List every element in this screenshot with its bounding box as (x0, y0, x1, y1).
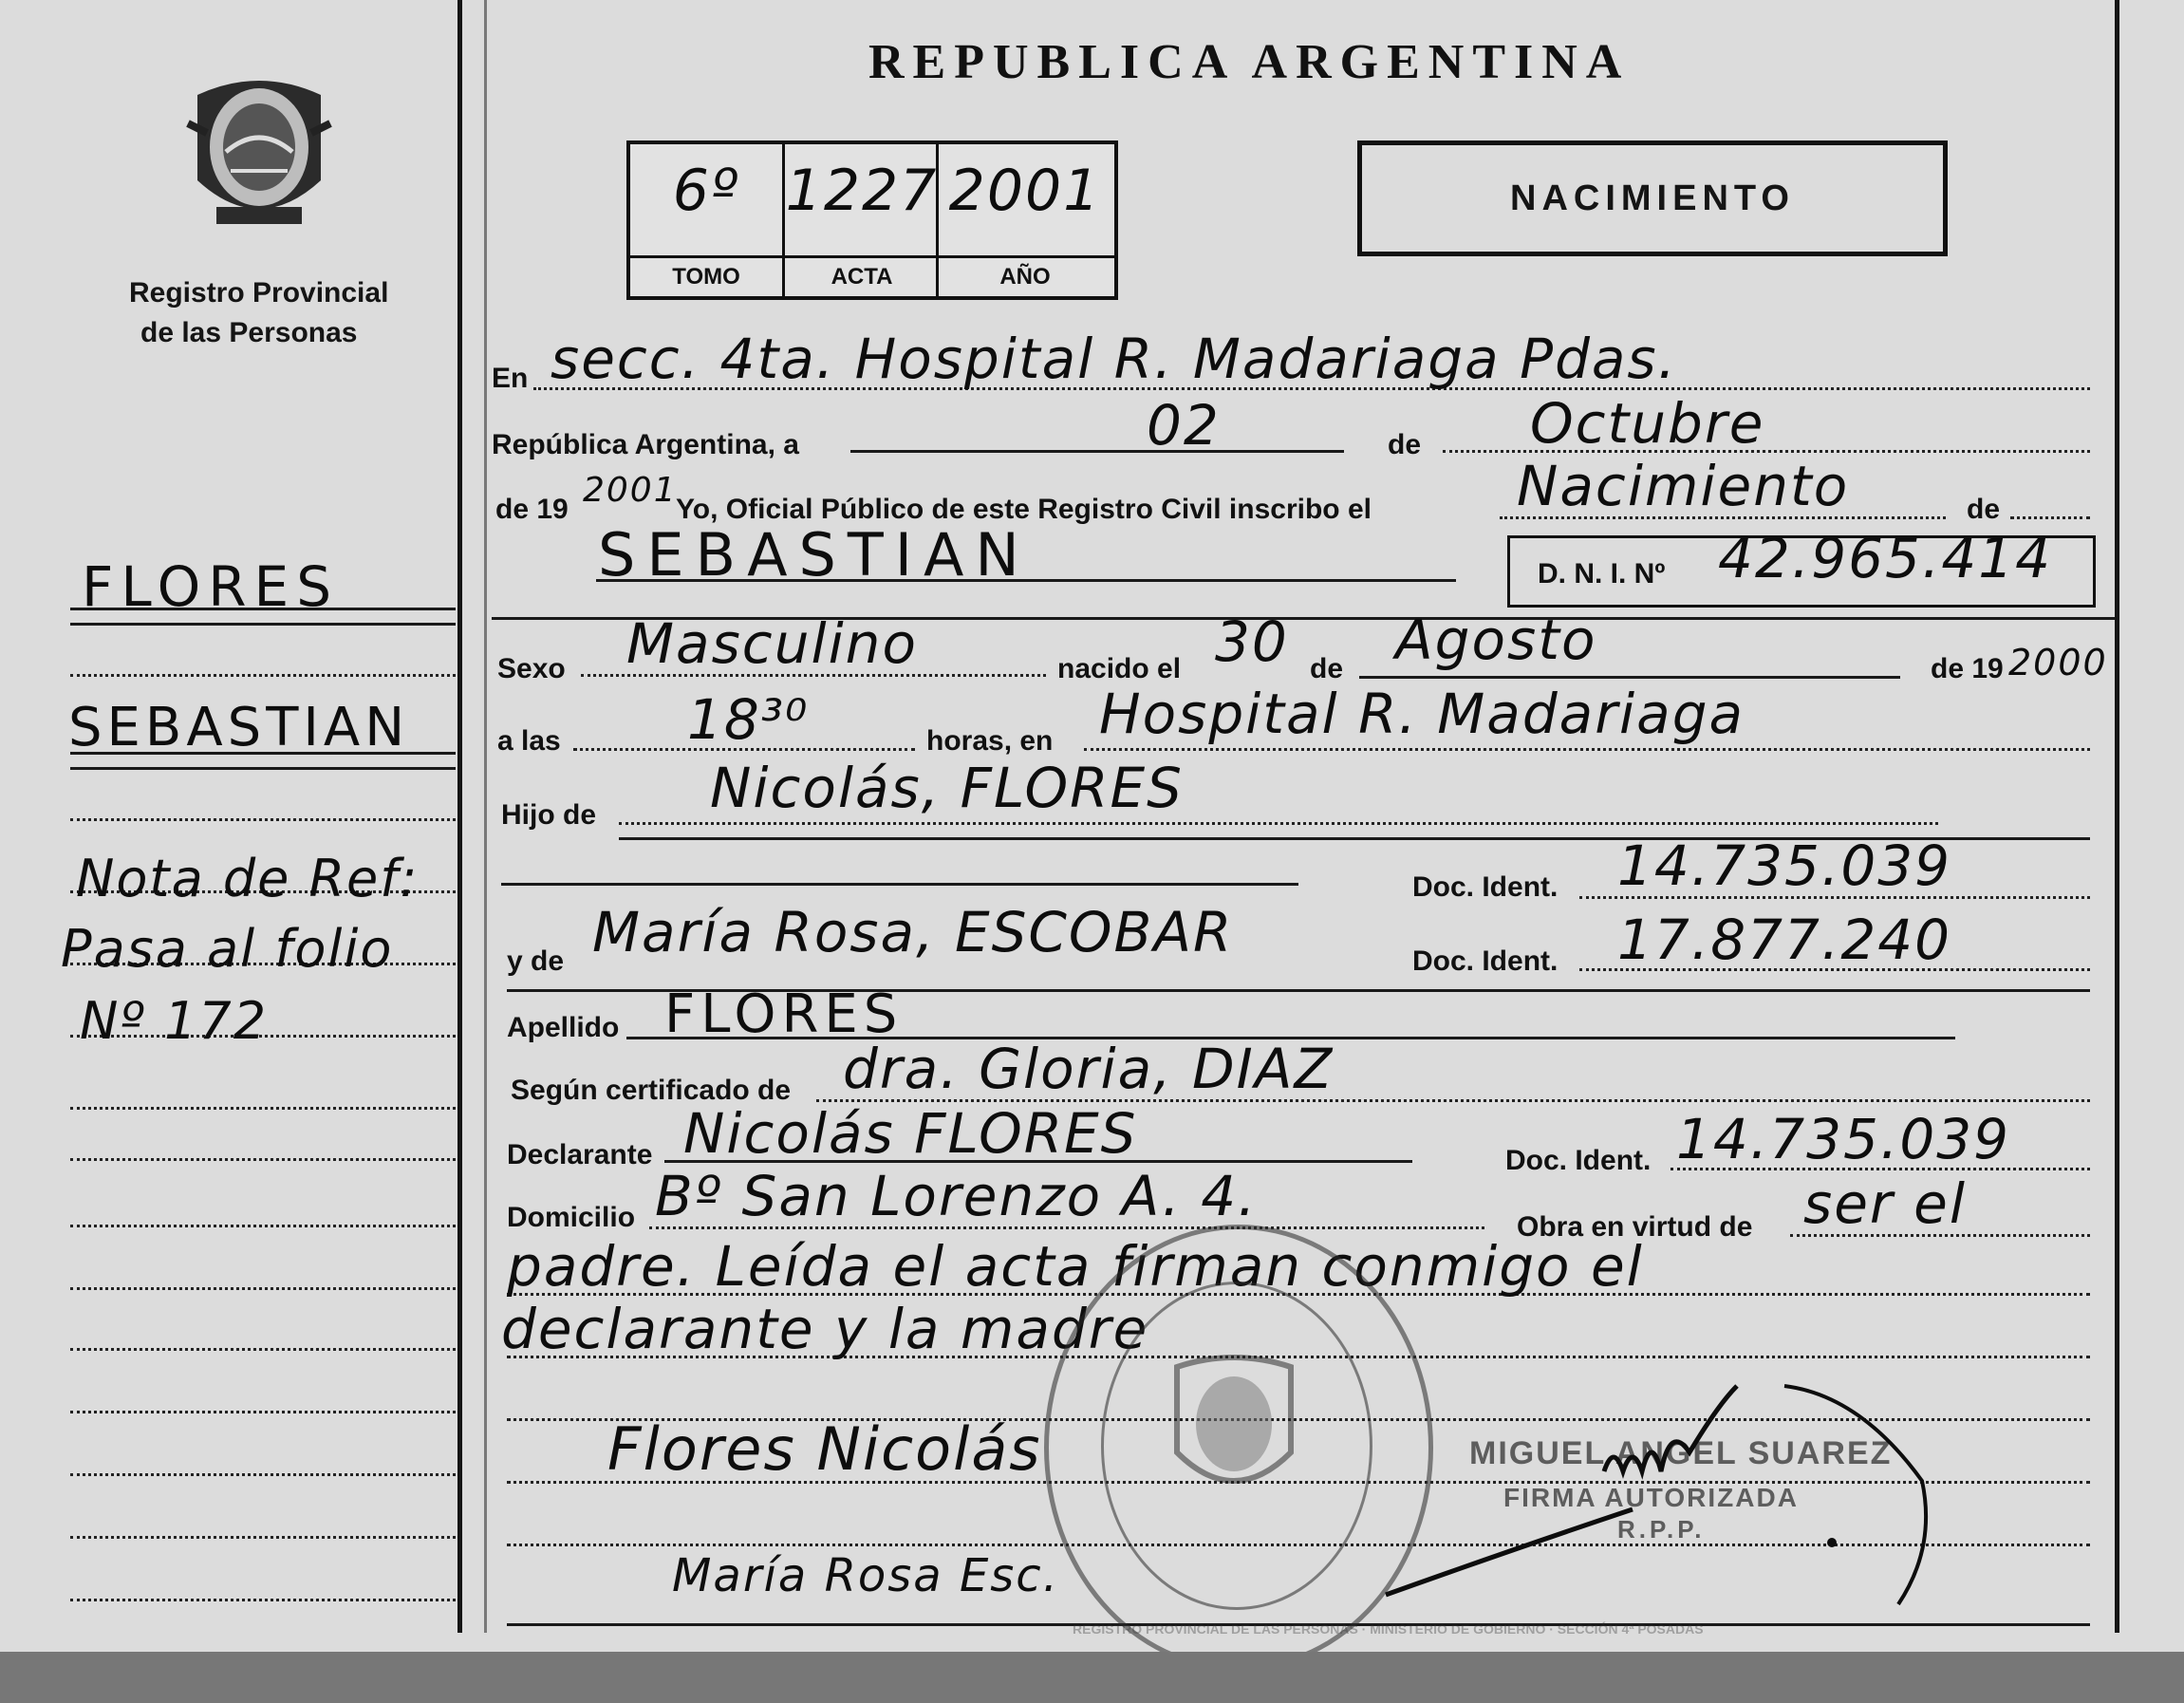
hijo-label: Hijo de (501, 799, 597, 831)
de-label: de (1388, 429, 1422, 460)
republica-label: República Argentina, a (492, 429, 799, 460)
mother-doc-label: Doc. Ident. (1412, 945, 1559, 977)
father-line (619, 822, 1938, 825)
registry-reference-box (626, 140, 1118, 300)
en-label: En (492, 363, 529, 394)
margin-surname: FLORES (82, 554, 340, 619)
father-signature: Flores Nicolás (607, 1414, 1042, 1484)
ano-value: 2001 (948, 158, 1102, 224)
de-label3: de (1310, 653, 1344, 684)
right-border (2115, 0, 2119, 1633)
domicilio-label: Domicilio (507, 1202, 636, 1233)
margin-line (70, 1473, 456, 1476)
father-value: Nicolás, FLORES (710, 756, 1184, 820)
margin-line (70, 767, 456, 770)
margin-note-line2: Pasa al folio (61, 919, 394, 979)
remarks-line1-value: padre. Leída el acta firman conmigo el (507, 1234, 1644, 1299)
child-name-value: SEBASTIAN (598, 520, 1031, 590)
margin-line (70, 818, 456, 821)
tomo-value: 6º (672, 158, 740, 224)
declarante-label: Declarante (507, 1139, 653, 1170)
certificado-label: Según certificado de (511, 1075, 792, 1106)
ano-cell (936, 144, 1111, 296)
acta-value: 1227 (785, 158, 939, 224)
tomo-label: TOMO (672, 264, 740, 290)
y-de-label: y de (507, 945, 565, 977)
sexo-value: Masculino (626, 611, 918, 676)
de-label2: de (1967, 494, 2001, 525)
ano-label: AÑO (999, 264, 1051, 290)
margin-line (70, 674, 456, 677)
remarks-line2-value: declarante y la madre (501, 1297, 1149, 1361)
mother-signature: María Rosa Esc. (672, 1549, 1059, 1602)
record-type-box (1357, 140, 1948, 256)
father-doc-value: 14.735.039 (1617, 833, 1952, 898)
de19-label2: de 19 (1931, 653, 2004, 684)
acto-value: Nacimiento (1517, 454, 1850, 518)
year-value: 2001 (583, 471, 678, 510)
birth-month-value: Agosto (1395, 608, 1597, 672)
margin-line (70, 1225, 456, 1227)
dni-value: 42.965.414 (1718, 526, 2053, 590)
left-margin-rule (484, 0, 487, 1633)
father-doc-label: Doc. Ident. (1412, 871, 1559, 903)
country-title: REPUBLICA ARGENTINA (868, 35, 1631, 89)
sexo-label: Sexo (497, 653, 566, 684)
seal-text: REGISTRO PROVINCIAL DE LAS PERSONAS · MINISTERIO DE GOBIERNO · SECCIÓN 4ª POSADAS (1073, 1621, 1704, 1637)
mother-value: María Rosa, ESCOBAR (592, 900, 1234, 964)
tomo-cell (630, 144, 782, 296)
hour-value: 18³⁰ (687, 687, 810, 752)
a-las-label: a las (497, 725, 561, 757)
place-value: Hospital R. Madariaga (1099, 682, 1745, 746)
birth-month-line (1359, 676, 1900, 679)
declarante-value: Nicolás FLORES (683, 1101, 1138, 1166)
father-doc-pre-line (501, 883, 1298, 886)
apellido-label: Apellido (507, 1012, 620, 1043)
certificado-value: dra. Gloria, DIAZ (843, 1037, 1335, 1101)
de19-label: de 19 (495, 494, 569, 525)
registry-name-line2: de las Personas (140, 317, 358, 348)
day-value: 02 (1147, 393, 1221, 458)
officer-signature-icon (1329, 1367, 1936, 1633)
officer-name: MIGUEL ANGEL SUAREZ (1469, 1435, 1893, 1471)
obra-label: Obra en virtud de (1517, 1211, 1753, 1243)
registry-name-line1: Registro Provincial (129, 277, 389, 309)
domicilio-value: Bº San Lorenzo A. 4. (655, 1164, 1258, 1228)
margin-line (70, 1536, 456, 1539)
margin-note-line3: Nº 172 (80, 991, 269, 1051)
birth-year-value: 2000 (2008, 642, 2108, 683)
officer-title: FIRMA AUTORIZADA (1503, 1483, 1799, 1512)
place-line (1084, 748, 2090, 751)
seal-crest-icon (1158, 1348, 1310, 1509)
acta-label: ACTA (831, 264, 893, 290)
dni-label: D. N. I. Nº (1538, 558, 1666, 590)
apellido-value: FLORES (664, 983, 904, 1045)
margin-line (70, 1599, 456, 1601)
mother-doc-value: 17.877.240 (1617, 908, 1952, 972)
margin-line (70, 1107, 456, 1110)
record-type: NACIMIENTO (1510, 178, 1795, 218)
birth-day-value: 30 (1215, 609, 1289, 674)
margin-line (70, 623, 456, 626)
officer-unit: R.P.P. (1617, 1515, 1706, 1544)
nacido-label: nacido el (1057, 653, 1182, 684)
month-value: Octubre (1530, 391, 1765, 456)
horas-label: horas, en (926, 725, 1054, 757)
margin-divider (457, 0, 462, 1633)
margin-line (70, 1287, 456, 1290)
page-shadow (0, 1652, 2184, 1703)
de-line2 (2010, 516, 2090, 519)
obra-value: ser el (1803, 1171, 1967, 1236)
oficial-text: Yo, Oficial Público de este Registro Civil inscribo el (676, 494, 1372, 525)
margin-given-name: SEBASTIAN (68, 697, 410, 758)
registry-crest-icon (178, 66, 340, 237)
declarante-doc-label: Doc. Ident. (1505, 1145, 1652, 1176)
acta-cell (782, 144, 939, 296)
margin-line (70, 1411, 456, 1413)
margin-note-line1: Nota de Ref: (76, 849, 420, 908)
day-line (850, 450, 1344, 453)
en-value: secc. 4ta. Hospital R. Madariaga Pdas. (551, 327, 1678, 391)
margin-line (70, 1158, 456, 1161)
declarante-doc-value: 14.735.039 (1676, 1107, 2011, 1171)
margin-line (70, 1348, 456, 1351)
